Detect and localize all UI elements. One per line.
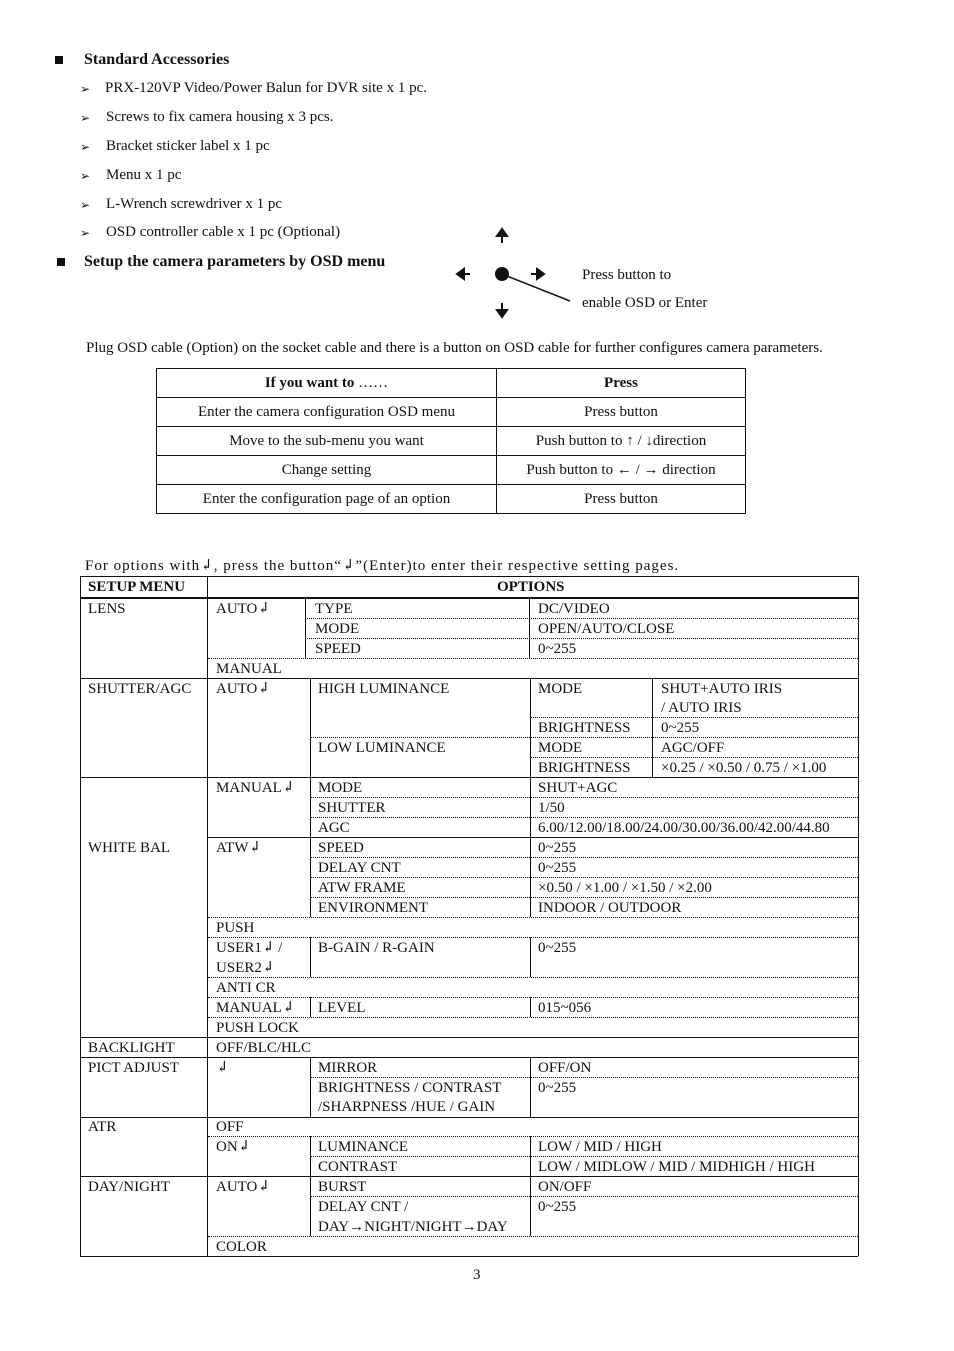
- table-rule: [530, 997, 531, 1017]
- page-number: 3: [473, 1267, 481, 1283]
- menu-cell: DELAY CNT /: [318, 1199, 409, 1215]
- menu-cell: OFF/ON: [538, 1060, 592, 1076]
- menu-cell: MANUAL: [216, 661, 282, 677]
- menu-cell: ↲: [216, 1060, 229, 1076]
- table-header-row: [157, 369, 746, 398]
- arrow-bullet-icon: ➢: [80, 198, 91, 212]
- menu-cell: 0~255: [661, 720, 700, 736]
- menu-cell: BURST: [318, 1179, 367, 1195]
- header-right: Press: [604, 374, 638, 391]
- list-item: Bracket sticker label x 1 pc: [106, 138, 270, 154]
- table-rule: [305, 638, 858, 639]
- menu-cell: MODE: [318, 780, 363, 796]
- table-rule: [208, 917, 858, 918]
- menu-cell: LOW / MIDLOW / MID / MIDHIGH / HIGH: [538, 1159, 815, 1175]
- menu-cell: BRIGHTNESS: [538, 760, 631, 776]
- setup-heading: Setup the camera parameters by OSD menu: [84, 253, 386, 270]
- table-rule: [310, 837, 311, 917]
- menu-cell: MODE: [538, 740, 583, 756]
- menu-cell: SHUTTER: [318, 800, 386, 816]
- menu-cell: ATR: [88, 1119, 117, 1135]
- menu-cell: DELAY CNT: [318, 860, 401, 876]
- table-rule: [310, 937, 311, 977]
- menu-cell: ×0.25 / ×0.50 / 0.75 / ×1.00: [661, 760, 827, 776]
- arrow-bullet-icon: ➢: [80, 82, 91, 96]
- table-rule: [530, 777, 531, 837]
- menu-cell: SHUT+AGC: [538, 780, 618, 796]
- table-rule: [208, 977, 858, 978]
- menu-cell: / AUTO IRIS: [661, 700, 742, 716]
- table-rule: [530, 1176, 531, 1236]
- menu-cell: MIRROR: [318, 1060, 378, 1076]
- menu-cell: CONTRAST: [318, 1159, 398, 1175]
- arrow-bullet-icon: ➢: [80, 226, 91, 240]
- menu-cell: LOW LUMINANCE: [318, 740, 446, 756]
- table-rule: [80, 597, 858, 599]
- menu-cell: ON↲: [216, 1139, 251, 1155]
- table-rule: [207, 576, 208, 1256]
- diagram-label: enable OSD or Enter: [582, 295, 708, 311]
- table-cell: Enter the camera configuration OSD menu: [157, 398, 497, 427]
- accessories-heading: Standard Accessories: [84, 51, 230, 68]
- menu-cell: ATW↲: [216, 840, 262, 856]
- table-rule: [310, 997, 311, 1017]
- menu-cell: ENVIRONMENT: [318, 900, 428, 916]
- table-rule: [310, 877, 858, 878]
- menu-cell: MANUAL↲: [216, 1000, 295, 1016]
- menu-cell: 0~255: [538, 860, 577, 876]
- table-cell: Push button to ← / → direction: [497, 456, 746, 485]
- menu-cell: AGC/OFF: [661, 740, 725, 756]
- table-row: [157, 398, 746, 427]
- table-rule: [530, 837, 531, 917]
- menu-cell: OPEN/AUTO/CLOSE: [538, 621, 675, 637]
- table-rule: [208, 658, 858, 659]
- table-cell: Press button: [497, 398, 746, 427]
- table-rule: [80, 576, 858, 577]
- menu-cell: MODE: [538, 681, 583, 697]
- menu-cell: ATW FRAME: [318, 880, 406, 896]
- list-item: L-Wrench screwdriver x 1 pc: [106, 196, 282, 212]
- menu-cell: 0~255: [538, 840, 577, 856]
- table-cell: Change setting: [157, 456, 497, 485]
- menu-cell: AUTO↲: [216, 681, 270, 697]
- menu-cell: SPEED: [318, 840, 364, 856]
- table-rule: [80, 576, 81, 1256]
- table-rule: [80, 1037, 858, 1038]
- table-rule: [208, 1236, 858, 1237]
- controls-table: [156, 368, 746, 514]
- menu-cell: 0~255: [538, 641, 577, 657]
- table-rule: [310, 737, 858, 738]
- arrow-bullet-icon: ➢: [80, 169, 91, 183]
- menu-cell: 1/50: [538, 800, 565, 816]
- list-item: PRX-120VP Video/Power Balun for DVR site x 1 pc.: [105, 80, 428, 96]
- table-rule: [529, 597, 530, 658]
- table-row: [157, 427, 746, 456]
- table-rule: [305, 618, 858, 619]
- table-rule: [80, 1176, 858, 1177]
- menu-cell: LOW / MID / HIGH: [538, 1139, 662, 1155]
- table-rule: [208, 1136, 858, 1137]
- table-rule: [530, 937, 531, 977]
- menu-cell: OFF/BLC/HLC: [216, 1040, 312, 1056]
- menu-cell: TYPE: [315, 601, 353, 617]
- list-item: Menu x 1 pc: [106, 167, 182, 183]
- table-rule: [310, 857, 858, 858]
- menu-cell: PUSH LOCK: [216, 1020, 299, 1036]
- menu-cell: COLOR: [216, 1239, 267, 1255]
- options-note: For options with↲, press the button“↲”(Enter)to enter their respective setting pages.: [85, 558, 680, 574]
- table-rule: [530, 757, 858, 758]
- header-left-suffix: ……: [358, 374, 389, 391]
- menu-cell: ×0.50 / ×1.00 / ×1.50 / ×2.00: [538, 880, 712, 896]
- menu-cell: PUSH: [216, 920, 255, 936]
- menu-cell: AUTO↲: [216, 1179, 270, 1195]
- menu-cell: SPEED: [315, 641, 361, 657]
- menu-cell: ON/OFF: [538, 1179, 592, 1195]
- table-rule: [310, 1156, 858, 1157]
- table-rule: [208, 997, 858, 998]
- menu-cell: INDOOR / OUTDOOR: [538, 900, 682, 916]
- table-rule: [208, 837, 858, 838]
- table-rule: [310, 1136, 311, 1176]
- table-rule: [530, 678, 531, 777]
- table-rule: [530, 1136, 531, 1176]
- table-rule: [80, 1256, 858, 1257]
- table-row: [157, 456, 746, 485]
- menu-cell: SHUTTER/AGC: [88, 681, 192, 697]
- table-row: [157, 485, 746, 514]
- menu-cell: AUTO↲: [216, 601, 270, 617]
- menu-header-left: SETUP MENU: [88, 579, 186, 595]
- table-rule: [305, 597, 306, 658]
- table-rule: [310, 678, 311, 777]
- menu-cell: 015~056: [538, 1000, 592, 1016]
- table-rule: [858, 576, 859, 1256]
- header-left: If you want to: [264, 374, 355, 391]
- table-rule: [80, 777, 858, 778]
- menu-cell: USER1↲ /: [216, 940, 283, 956]
- menu-cell: 0~255: [538, 940, 577, 956]
- table-rule: [530, 717, 858, 718]
- table-rule: [208, 937, 858, 938]
- menu-cell: OFF: [216, 1119, 244, 1135]
- table-rule: [80, 1117, 858, 1118]
- menu-cell: 0~255: [538, 1080, 577, 1096]
- menu-cell: WHITE BAL: [88, 840, 171, 856]
- menu-cell: PICT ADJUST: [88, 1060, 179, 1076]
- menu-cell: MODE: [315, 621, 360, 637]
- menu-cell: LENS: [88, 601, 126, 617]
- menu-cell: LEVEL: [318, 1000, 366, 1016]
- table-rule: [310, 1196, 858, 1197]
- menu-cell: LUMINANCE: [318, 1139, 408, 1155]
- table-rule: [530, 1057, 531, 1117]
- table-rule: [310, 797, 858, 798]
- menu-cell: 6.00/12.00/18.00/24.00/30.00/36.00/42.00/44.80: [538, 820, 830, 836]
- table-rule: [80, 1057, 858, 1058]
- table-rule: [208, 1017, 858, 1018]
- menu-cell: BRIGHTNESS / CONTRAST: [318, 1080, 502, 1096]
- intro-paragraph: Plug OSD cable (Option) on the socket cable and there is a button on OSD cable for further configures camera parameters.: [86, 340, 823, 356]
- table-rule: [310, 1077, 858, 1078]
- table-rule: [652, 678, 653, 777]
- table-cell: Push button to ↑ / ↓direction: [497, 427, 746, 456]
- menu-cell: AGC: [318, 820, 350, 836]
- joystick-icon: [0, 0, 954, 340]
- arrow-bullet-icon: ➢: [80, 140, 91, 154]
- menu-cell: BRIGHTNESS: [538, 720, 631, 736]
- table-rule: [310, 897, 858, 898]
- menu-header-right: OPTIONS: [497, 579, 565, 595]
- table-rule: [310, 777, 311, 837]
- menu-cell: DAY→NIGHT/NIGHT→DAY: [318, 1219, 508, 1235]
- menu-cell: HIGH LUMINANCE: [318, 681, 450, 697]
- menu-cell: BACKLIGHT: [88, 1040, 175, 1056]
- table-rule: [310, 1057, 311, 1117]
- menu-cell: USER2↲: [216, 960, 275, 976]
- list-item: OSD controller cable x 1 pc (Optional): [106, 224, 341, 240]
- menu-cell: DC/VIDEO: [538, 601, 610, 617]
- diagram-label: Press button to: [582, 267, 672, 283]
- table-rule: [80, 678, 858, 679]
- menu-cell: B-GAIN / R-GAIN: [318, 940, 435, 956]
- menu-cell: 0~255: [538, 1199, 577, 1215]
- table-cell: Press button: [497, 485, 746, 514]
- menu-cell: /SHARPNESS /HUE / GAIN: [318, 1099, 496, 1115]
- menu-cell: SHUT+AUTO IRIS: [661, 681, 783, 697]
- arrow-bullet-icon: ➢: [80, 111, 91, 125]
- header-cell: [157, 369, 497, 398]
- table-rule: [310, 817, 858, 818]
- menu-cell: ANTI CR: [216, 980, 276, 996]
- header-cell: [497, 369, 746, 398]
- table-cell: Move to the sub-menu you want: [157, 427, 497, 456]
- table-cell: Enter the configuration page of an option: [157, 485, 497, 514]
- table-rule: [310, 1176, 311, 1236]
- menu-cell: DAY/NIGHT: [88, 1179, 170, 1195]
- menu-cell: MANUAL↲: [216, 780, 295, 796]
- list-item: Screws to fix camera housing x 3 pcs.: [106, 109, 334, 125]
